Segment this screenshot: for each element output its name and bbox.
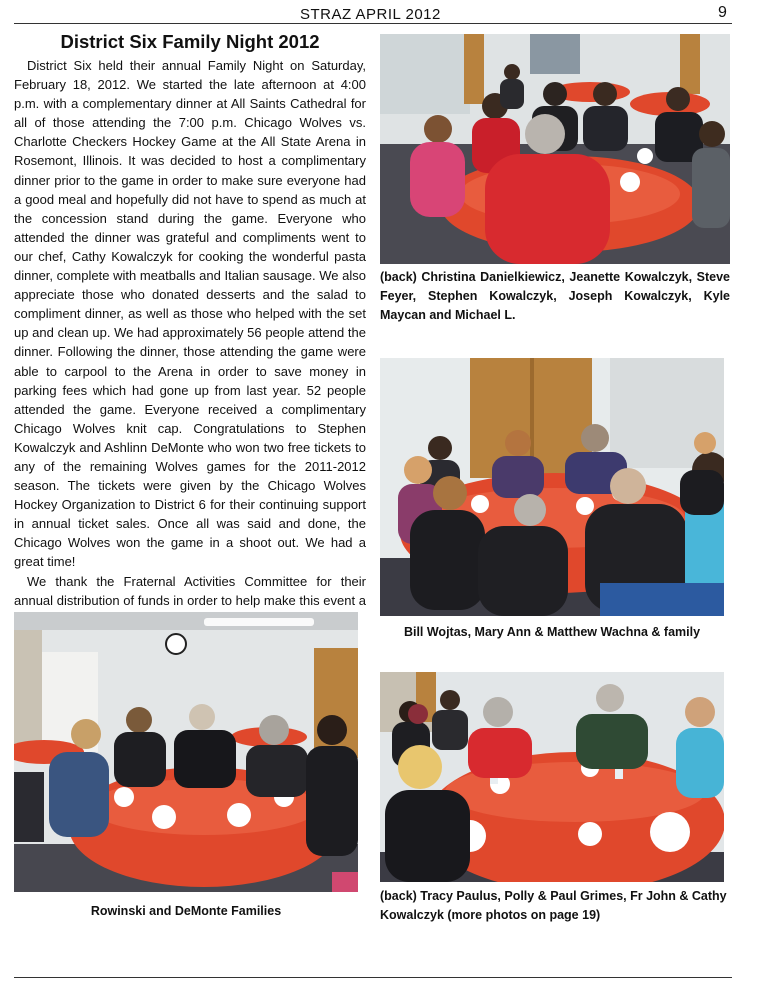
photo-teens-table (380, 34, 730, 264)
photo-wojtas-wachna-family (380, 358, 724, 616)
article-body (14, 56, 366, 629)
page-number: 9 (718, 4, 727, 21)
photo-paulus-grimes-kowalczyk-image (380, 672, 724, 882)
photo-teens-table-image (380, 34, 730, 264)
header-divider (14, 23, 732, 24)
photo-wojtas-wachna-family-image (380, 358, 724, 616)
article-headline: District Six Family Night 2012 (60, 31, 320, 52)
footer-divider (14, 977, 732, 978)
photo-caption-2: Bill Wojtas, Mary Ann & Matthew Wachna & family (403, 625, 701, 639)
article-paragraph-1: District Six held their annual Family Night on Saturday, February 18, 2012. We started the late afternoon at 4:00 p.m. with a complementary dinner at All Saints Cathedral for all of those attending the 7:00 p.m. Chicago Wolves vs. Charlotte Checkers Hockey Game at the All State Arena in Rosemont, Illinois. It was decided to host a complimentary dinner prior to the game in order to make sure everyone had a good meal and hopefully did not have to spend as much at the concession stand during the game. Everyone who attended the dinner was grateful and compliments went to our chef, Cathy Kowalczyk for cooking the wonderful pasta dinner, complete with meatballs and Italian sausage. We also appreciate those who donated desserts and the salad to compliment dinner, as well as those who helped with the set up and clean up. We had approximately 56 people attend the dinner. Following the dinner, those attending the game were able to carpool to the Arena in order to save money in parking fees which had gone up from last year. 52 people attended the game. Everyone received a complimentary Chicago Wolves knit cap. Congratulations to Stephen Kowalczyk and Ashlinn DeMonte who won two free tickets to any of the remaining Wolves games for the 2011-2012 season. The tickets were given by the Chicago Wolves Hockey Organization to District 6 for their continuing support in annual ticket sales. Once all was said and done, the Chicago Wolves won the game in a shoot out. We had a great time! (14, 58, 366, 570)
photo-caption-4: (back) Tracy Paulus, Polly & Paul Grimes, Fr John & Cathy Kowalczyk (more photos on page 19) (380, 889, 727, 922)
photo-caption-3: Rowinski and DeMonte Families (90, 904, 282, 918)
photo-rowinski-demonte (14, 612, 358, 892)
photo-caption-1: (back) Christina Danielkiewicz, Jeanette Kowalczyk, Steve Feyer, Stephen Kowalczyk, Joseph Kowalczyk, Kyle Maycan and Michael L. (380, 270, 730, 322)
photo-paulus-grimes-kowalczyk (380, 672, 724, 882)
article-paragraph-2: We thank the Fraternal Activities Committee for their annual distribution of funds in order to help make this event a (14, 573, 366, 608)
photo-rowinski-demonte-image (14, 612, 358, 892)
header-title: STRAZ APRIL 2012 (300, 6, 441, 23)
article (14, 30, 366, 629)
